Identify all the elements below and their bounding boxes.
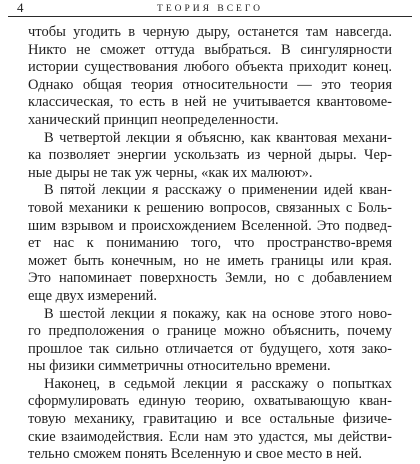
text-line: классическая, то есть в ней не учитывается квантовоме- (28, 94, 392, 111)
text-line: ные дыры не так уж черны, «как их малюют». (28, 164, 313, 181)
text-line: ны физики симметричны относительно времени. (28, 358, 331, 375)
body-text (28, 24, 392, 464)
text-line: ет нас к пониманию того, что пространство-время (28, 235, 392, 252)
text-line: тельно сможем понять Вселенную и свое место в ней. (28, 446, 362, 463)
text-line: ские взаимодействия. Если нам это удастся, мы действи- (28, 428, 392, 445)
text-line: прошлое так сильно отличается от будущего, хотя зако- (28, 340, 392, 357)
book-title: ТЕОРИЯ ВСЕГО (157, 4, 263, 14)
text-line: сформулировать единую теорию, охватывающую кван- (28, 393, 392, 410)
text-line: чтобы угодить в черную дыру, останется там навсегда. (28, 24, 392, 40)
text-line: го предположения о границе можно объяснить, почему (28, 323, 392, 340)
paragraph (28, 130, 392, 183)
text-line: Никто не сможет оттуда выбраться. В сингулярности (28, 41, 392, 58)
text-line: еще двух измерений. (28, 287, 157, 304)
text-line: ханический принцип неопределенности. (28, 111, 279, 128)
paragraph (28, 182, 392, 305)
paragraph (28, 306, 392, 376)
paragraph (28, 24, 392, 130)
text-line: В четвертой лекции я объясню, как квантовая механи- (44, 129, 392, 146)
text-line: ка позволяет энергии ускользать из черной дыры. Чер- (28, 147, 392, 164)
text-line: В шестой лекции я покажу, как на основе этого ново- (44, 305, 392, 322)
text-line: Наконец, в седьмой лекции я расскажу о попытках (44, 375, 392, 392)
text-line: товой механики к решению вопросов, связанных с Боль- (28, 199, 392, 216)
text-line: В пятой лекции я расскажу о применении идей кван- (44, 182, 392, 199)
text-line: Это напоминает поверхность Земли, но с добавлением (28, 270, 392, 287)
text-line: шим взрывом и происхождением Вселенной. Это подвед- (28, 217, 392, 234)
text-line: Однако общая теория относительности — это теория (28, 76, 392, 93)
text-line: может быть конечным, но не иметь границы или края. (28, 252, 392, 269)
text-line: товую механику, гравитацию и все остальные физиче- (28, 411, 392, 428)
page-number: 4 (17, 0, 24, 15)
text-line: истории существования любого объекта приходит конец. (28, 59, 392, 76)
running-head (8, 2, 412, 17)
